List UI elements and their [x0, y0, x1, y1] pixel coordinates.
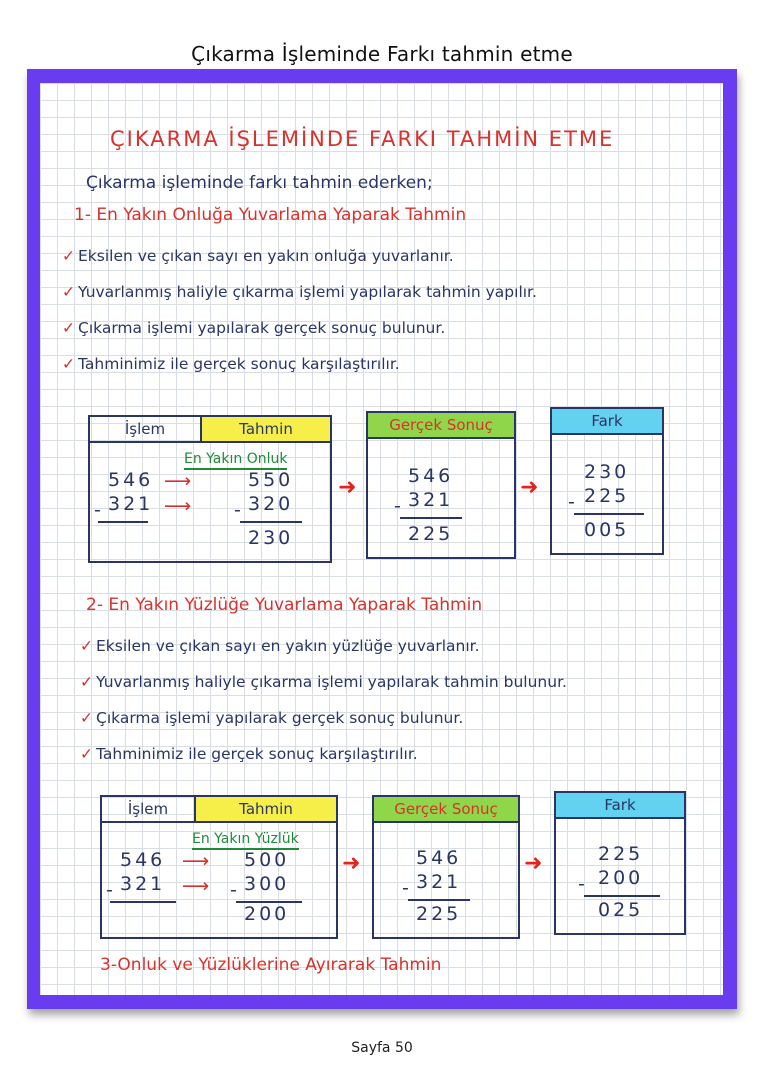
round-label: En Yakın Yüzlük [192, 831, 299, 847]
round-arrow-icon: ⟶ [164, 470, 192, 492]
section2-item: ✓ Eksilen ve çıkan sayı en yakın yüzlüğe yuvarlanır. [80, 637, 480, 655]
page-heading: Çıkarma İşleminde Farkı tahmin etme [191, 42, 573, 66]
actual-minuend: 546 [416, 847, 462, 869]
minus-sign: - [94, 499, 104, 521]
actual-subtrahend: 321 [416, 871, 462, 893]
result-line [574, 513, 644, 515]
round-arrow-icon: ⟶ [182, 875, 210, 897]
rounded-minuend: 550 [248, 469, 294, 491]
section2-item: ✓ Yuvarlanmış haliyle çıkarma işlemi yapılarak tahmin bulunur. [80, 673, 567, 691]
rounded-subtrahend: 300 [244, 873, 290, 895]
rounded-subtrahend: 320 [248, 493, 294, 515]
section2-heading: 2- En Yakın Yüzlüğe Yuvarlama Yaparak Tahmin [86, 595, 483, 615]
check-icon: ✓ [62, 247, 75, 265]
actual-minuend: 546 [408, 465, 454, 487]
check-icon: ✓ [80, 637, 93, 655]
actual-header: Gerçek Sonuç [374, 797, 518, 823]
minus-sign: - [568, 491, 578, 513]
note-frame [27, 69, 737, 1009]
fark-result: 005 [584, 519, 630, 541]
section1-operation-box [88, 415, 332, 563]
rounded-minuend: 500 [244, 849, 290, 871]
result-line [110, 901, 176, 903]
section1-item: ✓ Eksilen ve çıkan sayı en yakın onluğa yuvarlanır. [62, 247, 454, 265]
section2-item: ✓ Tahminimiz ile gerçek sonuç karşılaştırılır. [80, 745, 418, 763]
tahmin-header: Tahmin [196, 797, 336, 823]
tahmin-header: Tahmin [202, 417, 330, 443]
section1-item: ✓ Çıkarma işlemi yapılarak gerçek sonuç bulunur. [62, 319, 446, 337]
section1-item: ✓ Tahminimiz ile gerçek sonuç karşılaştırılır. [62, 355, 400, 373]
section1-actual-box [366, 411, 516, 559]
check-icon: ✓ [62, 283, 75, 301]
next-arrow-icon: ➜ [342, 851, 361, 876]
round-arrow-icon: ⟶ [182, 850, 210, 872]
result-line [408, 899, 470, 901]
minus-sign: - [402, 877, 412, 899]
estimate: 230 [248, 527, 294, 549]
minus-sign: - [230, 879, 240, 901]
fark-header: Fark [556, 793, 684, 819]
result-line [400, 517, 462, 519]
fark-minuend: 225 [598, 843, 644, 865]
section2-fark-box [554, 791, 686, 935]
fark-minuend: 230 [584, 461, 630, 483]
actual-result: 225 [408, 523, 454, 545]
section3-heading: 3-Onluk ve Yüzlüklerine Ayırarak Tahmin [100, 955, 442, 975]
round-arrow-icon: ⟶ [164, 495, 192, 517]
result-line [98, 521, 148, 523]
section1-item: ✓ Yuvarlanmış haliyle çıkarma işlemi yapılarak tahmin yapılır. [62, 283, 537, 301]
section2-operation-box [100, 795, 338, 939]
fark-subtrahend: 200 [598, 867, 644, 889]
check-icon: ✓ [62, 355, 75, 373]
result-line [240, 521, 302, 523]
minuend: 546 [120, 849, 166, 871]
minus-sign: - [578, 873, 588, 895]
section2-item: ✓ Çıkarma işlemi yapılarak gerçek sonuç bulunur. [80, 709, 464, 727]
fark-subtrahend: 225 [584, 485, 630, 507]
page-footer: Sayfa 50 [351, 1040, 413, 1056]
check-icon: ✓ [80, 709, 93, 727]
section1-heading: 1- En Yakın Onluğa Yuvarlama Yaparak Tahmin [74, 205, 467, 225]
islem-header: İşlem [102, 797, 196, 823]
subtrahend: 321 [108, 493, 154, 515]
actual-header: Gerçek Sonuç [368, 413, 514, 439]
actual-subtrahend: 321 [408, 489, 454, 511]
subtrahend: 321 [120, 873, 166, 895]
section1-fark-box [550, 407, 664, 555]
note-title: ÇIKARMA İŞLEMİNDE FARKI TAHMİN ETME [110, 127, 615, 151]
result-line [584, 895, 660, 897]
next-arrow-icon: ➜ [338, 475, 357, 500]
actual-result: 225 [416, 903, 462, 925]
minuend: 546 [108, 469, 154, 491]
note-intro: Çıkarma işleminde farkı tahmin ederken; [86, 173, 433, 193]
minus-sign: - [106, 879, 116, 901]
estimate: 200 [244, 903, 290, 925]
fark-result: 025 [598, 899, 644, 921]
round-label: En Yakın Onluk [184, 451, 287, 467]
minus-sign: - [234, 499, 244, 521]
fark-header: Fark [552, 409, 662, 435]
graph-paper [40, 83, 723, 995]
section2-actual-box [372, 795, 520, 939]
next-arrow-icon: ➜ [524, 851, 543, 876]
islem-header: İşlem [90, 417, 202, 443]
check-icon: ✓ [62, 319, 75, 337]
minus-sign: - [394, 495, 404, 517]
next-arrow-icon: ➜ [520, 475, 539, 500]
check-icon: ✓ [80, 745, 93, 763]
check-icon: ✓ [80, 673, 93, 691]
